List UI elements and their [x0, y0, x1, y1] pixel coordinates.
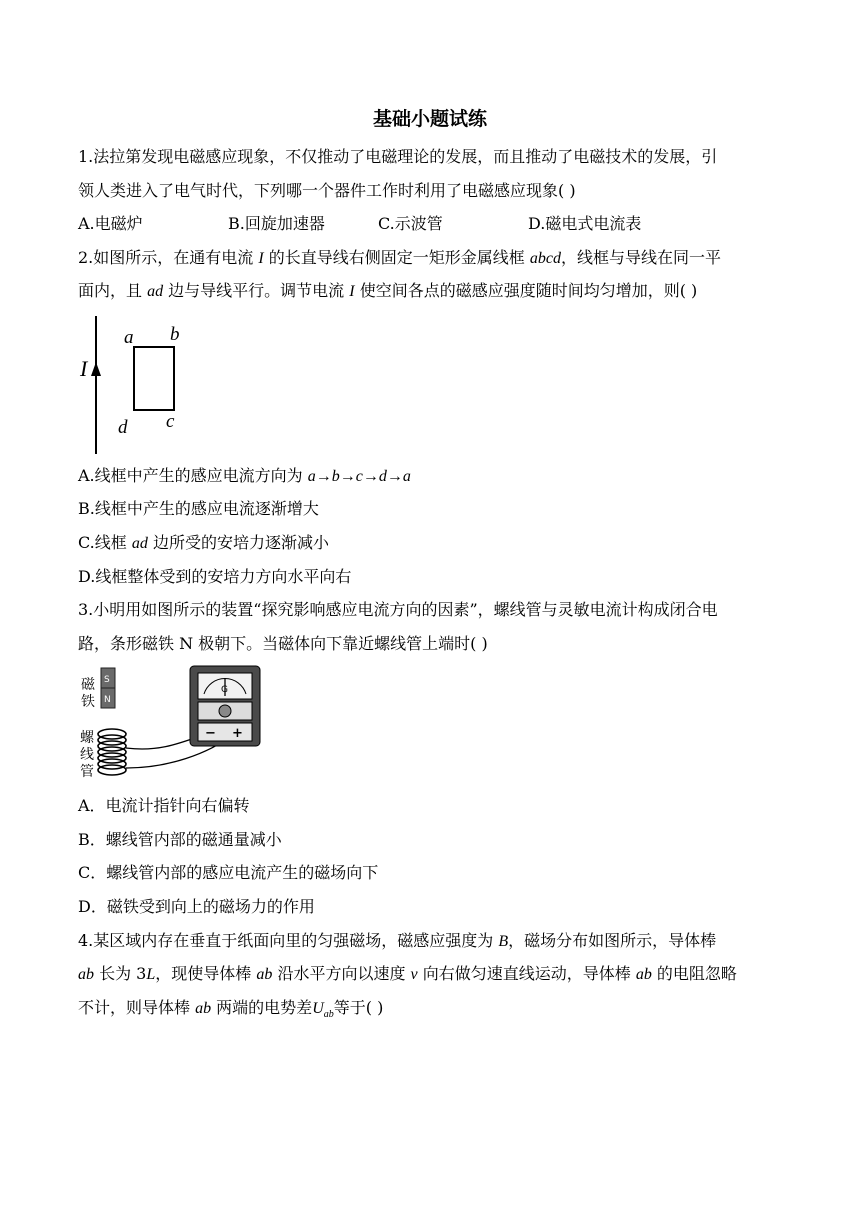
page-title: 基础小题试练	[372, 108, 487, 130]
q2-text: ，线框与导线在同一平	[560, 248, 721, 267]
q4-text: ，现使导体棒	[155, 964, 257, 983]
q4-text: 4.某区域内存在垂直于纸面向里的匀强磁场，磁感应强度为	[78, 931, 499, 950]
q3-line-2: 路，条形磁铁 N 极朝下。当磁体向下靠近螺线管上端时( )	[78, 634, 488, 653]
q4-text: 向右做匀速直线运动，导体棒	[417, 964, 636, 983]
q4-line-2	[78, 963, 737, 986]
coil-label-2: 线	[80, 747, 94, 763]
q4-line-3	[78, 997, 383, 1026]
q2-side-symbol: ad	[131, 535, 148, 552]
q4-text: 两端的电势差	[211, 998, 313, 1017]
q1-option-c: C.示波管	[378, 214, 443, 233]
q2-line-2	[78, 280, 697, 303]
q4-field-symbol: B	[498, 933, 509, 950]
q3-line-1: 3.小明用如图所示的装置“探究影响感应电流方向的因素”，螺线管与灵敏电流计构成闭合电	[78, 600, 718, 619]
svg-text:+: +	[232, 726, 243, 741]
q4-text: 等于( )	[333, 998, 384, 1017]
q2-side-symbol: ad	[147, 283, 164, 300]
q4-rod-symbol: ab	[195, 1000, 212, 1017]
q3-option-c: C．螺线管内部的感应电流产生的磁场向下	[78, 863, 379, 882]
q1-line-1: 1.法拉第发现电磁感应现象，不仅推动了电磁理论的发展，而且推动了电磁技术的发展，引	[78, 147, 718, 166]
q2-option-c	[78, 532, 329, 555]
q4-line-1	[78, 930, 716, 953]
galvanometer-g: G	[221, 685, 228, 695]
rectangular-frame	[134, 347, 174, 410]
pole-n: N	[104, 695, 111, 705]
q4-length-symbol: L	[146, 966, 156, 983]
q4-voltage-subscript: ab	[323, 1009, 334, 1021]
q4-voltage-symbol: U	[312, 1000, 324, 1017]
q2-frame-symbol: abcd	[529, 250, 561, 267]
q1-line-2: 领人类进入了电气时代，下列哪一个器件工作时利用了电磁感应现象( )	[78, 181, 576, 200]
label-I: I	[80, 356, 88, 381]
solenoid	[98, 729, 126, 775]
label-d: d	[118, 417, 128, 438]
q2-text: A.线框中产生的感应电流方向为	[78, 466, 308, 485]
q4-rod-symbol: ab	[256, 966, 273, 983]
q2-text: 2.如图所示，在通有电流	[78, 248, 259, 267]
q4-text: 不计，则导体棒	[78, 998, 196, 1017]
coil-label-1: 螺	[80, 730, 94, 746]
q1-options	[78, 213, 641, 235]
q3-option-b: B．螺线管内部的磁通量减小	[78, 830, 282, 849]
q2-current-path: a→b→c→d→a	[307, 468, 411, 485]
q4-velocity-symbol: v	[410, 966, 418, 983]
q2-wire-frame-figure	[78, 314, 198, 456]
q2-option-a	[78, 465, 411, 488]
q1-option-b: B.回旋加速器	[228, 214, 325, 233]
q2-text: 边与导线平行。调节电流	[163, 281, 350, 300]
svg-text:−: −	[205, 726, 216, 741]
q1-option-a: A.电磁炉	[78, 214, 143, 233]
q2-current-symbol: I	[349, 283, 355, 300]
label-a: a	[124, 327, 134, 348]
q4-text: 沿水平方向以速度	[272, 964, 411, 983]
galvanometer	[190, 666, 260, 746]
q4-text: 长为 3	[94, 964, 147, 983]
current-up-arrow-icon	[91, 362, 101, 376]
q2-text: 面内，且	[78, 281, 148, 300]
q4-text: ，磁场分布如图所示，导体棒	[508, 931, 717, 950]
q4-rod-symbol: ab	[78, 966, 94, 983]
q4-text: 的电阻忽略	[651, 964, 737, 983]
q2-text: 边所受的安培力逐渐减小	[147, 533, 329, 552]
q3-option-a: A．电流计指针向右偏转	[78, 796, 250, 815]
magnet-label-2: 铁	[81, 694, 95, 710]
pole-s: S	[104, 675, 110, 685]
magnet-label-1: 磁	[81, 677, 95, 693]
q2-option-b: B.线框中产生的感应电流逐渐增大	[78, 499, 319, 518]
q4-rod-symbol: ab	[635, 966, 652, 983]
q3-apparatus-figure	[78, 664, 268, 784]
q3-option-d: D．磁铁受到向上的磁场力的作用	[78, 897, 315, 916]
q2-text: 使空间各点的磁感应强度随时间均匀增加，则( )	[354, 281, 698, 300]
q2-line-1	[78, 247, 721, 270]
q1-option-d: D.磁电式电流表	[528, 214, 642, 233]
label-c: c	[166, 411, 175, 432]
coil-label-3: 管	[80, 764, 94, 780]
q2-current-symbol: I	[258, 250, 264, 267]
q2-text: 的长直导线右侧固定一矩形金属线框	[263, 248, 530, 267]
q2-text: C.线框	[78, 533, 132, 552]
label-b: b	[170, 324, 180, 345]
q2-option-d: D.线框整体受到的安培力方向水平向右	[78, 567, 352, 586]
